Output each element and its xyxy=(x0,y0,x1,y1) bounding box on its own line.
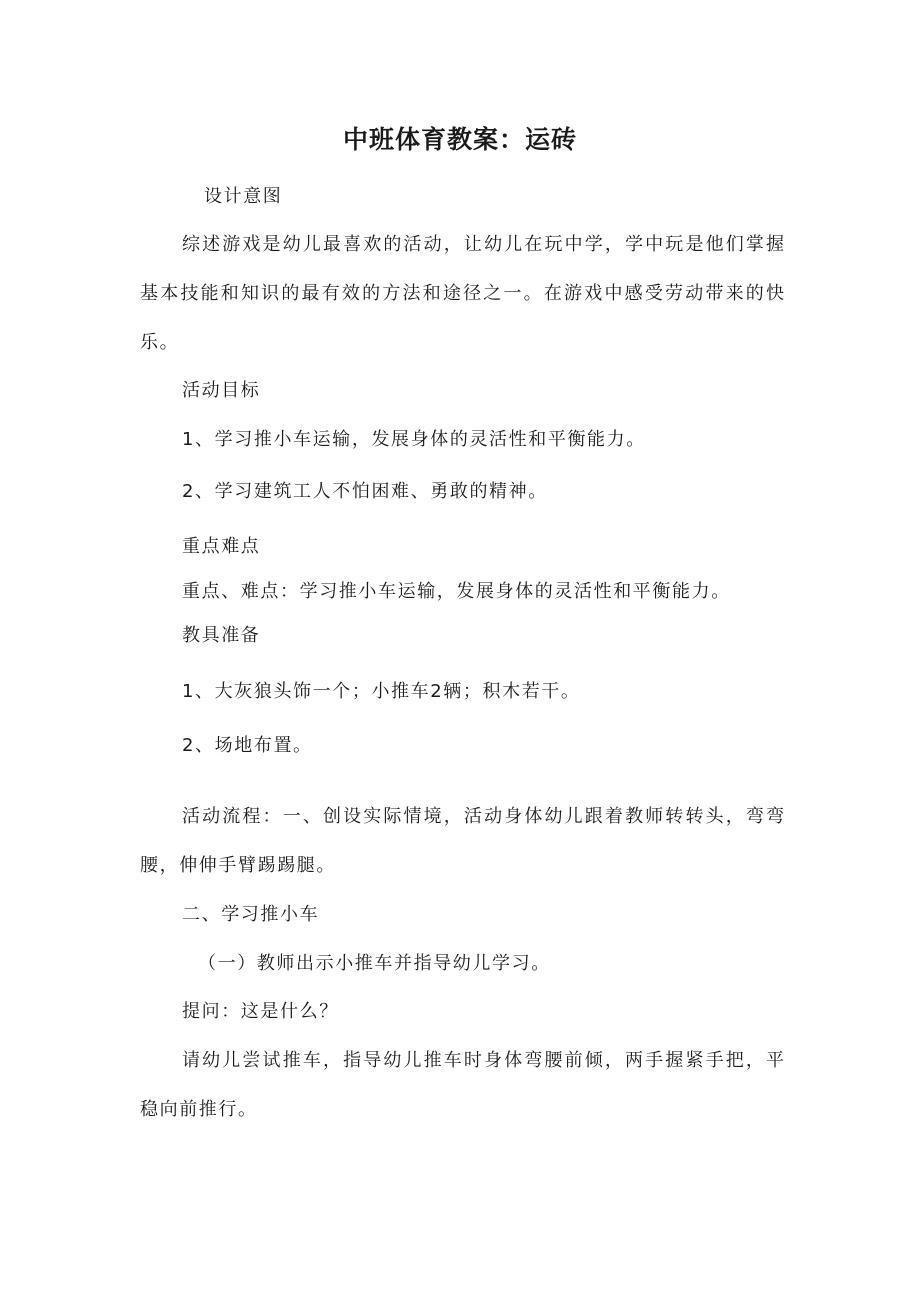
list-item: 2、场地布置。 xyxy=(182,735,313,756)
heading-learn-cart: 二、学习推小车 xyxy=(182,904,320,925)
list-item: 2、学习建筑工人不怕困难、勇敢的精神。 xyxy=(182,481,548,502)
heading-design-intent: 设计意图 xyxy=(204,186,283,207)
paragraph-line: 重点、难点：学习推小车运输，发展身体的灵活性和平衡能力。 xyxy=(182,581,731,602)
list-item: 1、大灰狼头饰一个；小推车2辆；积木若干。 xyxy=(182,681,581,702)
heading-key-points: 重点难点 xyxy=(182,536,261,557)
paragraph-line: 提问：这是什么？ xyxy=(182,1001,339,1022)
paragraph-line: 乐。 xyxy=(140,332,180,353)
paragraph-line: 综述游戏是幼儿最喜欢的活动，让幼儿在玩中学，学中玩是他们掌握 xyxy=(182,234,784,255)
heading-materials: 教具准备 xyxy=(182,625,261,646)
paragraph-line: 活动流程：一、创设实际情境，活动身体幼儿跟着教师转转头，弯弯 xyxy=(182,806,784,827)
paragraph-line: （一）教师出示小推车并指导幼儿学习。 xyxy=(198,953,551,974)
list-item: 1、学习推小车运输，发展身体的灵活性和平衡能力。 xyxy=(182,429,646,450)
heading-activity-goals: 活动目标 xyxy=(182,380,261,401)
paragraph-line: 请幼儿尝试推车，指导幼儿推车时身体弯腰前倾，两手握紧手把，平 xyxy=(182,1050,784,1071)
paragraph-line: 稳向前推行。 xyxy=(140,1099,258,1120)
document-title: 中班体育教案：运砖 xyxy=(342,125,577,154)
paragraph-line: 腰，伸伸手臂踢踢腿。 xyxy=(140,855,336,876)
paragraph-line: 基本技能和知识的最有效的方法和途径之一。在游戏中感受劳动带来的快 xyxy=(140,283,784,304)
